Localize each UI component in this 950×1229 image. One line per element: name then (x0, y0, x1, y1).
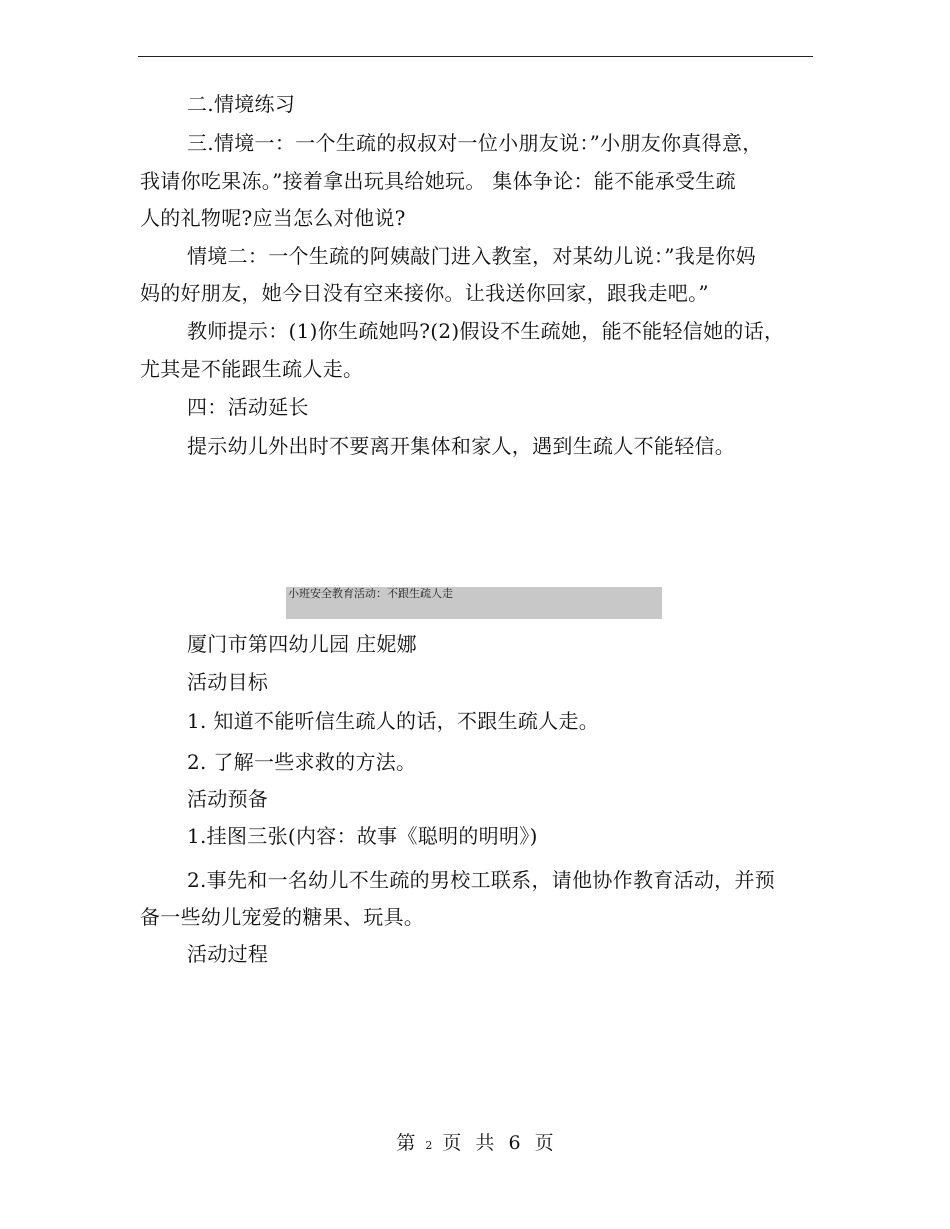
footer-total-pages: 6 (508, 1132, 521, 1154)
paragraph-line: 三.情境一：一个生疏的叔叔对一位小朋友说：”小朋友你真得意， (187, 131, 763, 155)
header-rule (138, 56, 813, 57)
footer-page-number: 2 (425, 1139, 433, 1152)
footer-gong: 共 (475, 1132, 495, 1154)
section-heading-situational-practice: 二.情境练习 (187, 92, 296, 116)
footer-ye2: 页 (534, 1132, 554, 1154)
section-heading-goals: 活动目标 (187, 670, 269, 694)
paragraph-line: 尤其是不能跟生疏人走。 (140, 357, 364, 381)
section-heading-preparation: 活动预备 (187, 787, 269, 811)
list-item: 1.挂图三张(内容：故事《聪明的明明》) (187, 824, 538, 848)
paragraph-line: 人的礼物呢?应当怎么对他说? (140, 206, 406, 230)
paragraph-line: 妈的好朋友，她今日没有空来接你。让我送你回家，跟我走吧。” (140, 281, 709, 305)
footer-ye: 页 (442, 1132, 462, 1154)
list-item: 2. 了解一些求救的方法。 (187, 750, 417, 774)
section-heading-process: 活动过程 (187, 942, 269, 966)
section-heading-extension: 四：活动延长 (187, 395, 309, 419)
list-item: 2.事先和一名幼儿不生疏的男校工联系，请他协作教育活动，并预 (187, 868, 776, 892)
paragraph-line: 我请你吃果冻。”接着拿出玩具给她玩。 集体争论：能不能承受生疏 (140, 169, 736, 193)
page-footer (0, 1130, 950, 1159)
author-line: 厦门市第四幼儿园 庄妮娜 (187, 632, 417, 656)
footer-di: 第 (396, 1132, 416, 1154)
document-title: 小班安全教育活动：不跟生疏人走 (288, 587, 453, 600)
document-title-banner (286, 587, 662, 619)
list-item: 1. 知道不能听信生疏人的话，不跟生疏人走。 (187, 709, 600, 733)
paragraph-line: 备一些幼儿宠爱的糖果、玩具。 (140, 905, 425, 929)
paragraph-line: 教师提示：(1)你生疏她吗?(2)假设不生疏她，能不能轻信她的话， (187, 319, 785, 343)
paragraph-line: 情境二：一个生疏的阿姨敲门进入教室，对某幼儿说：”我是你妈 (187, 244, 756, 268)
paragraph-line: 提示幼儿外出时不要离开集体和家人，遇到生疏人不能轻信。 (187, 434, 736, 458)
